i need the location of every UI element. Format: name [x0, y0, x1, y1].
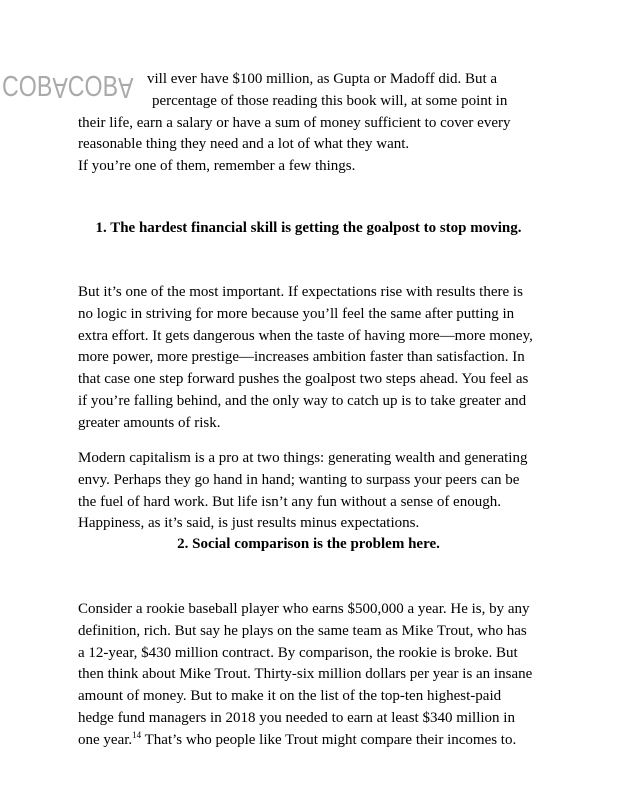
text-line: no logic in striving for more because you’ll feel the same after putting in [78, 305, 515, 322]
text-line [78, 730, 548, 752]
section-heading: 2. Social comparison is the problem here. [177, 536, 440, 552]
text-line: envy. Perhaps they go hand in hand; wanting to surpass your peers can be [78, 471, 520, 488]
text-line: the fuel of hard work. But life isn’t any fun without a sense of enough. [78, 493, 501, 510]
text-line: if you’re falling behind, and the only way to catch up is to take greater and [78, 392, 527, 409]
text-line: But it’s one of the most important. If expectations rise with results there is [78, 284, 523, 300]
text-line: definition, rich. But say he plays on the same team as Mike Trout, who has [78, 622, 527, 639]
text-line: hedge fund managers in 2018 you needed to earn at least $340 million in [78, 709, 515, 726]
text-line: a 12-year, $430 million contract. By comparison, the rookie is broke. But [78, 644, 518, 661]
text-line: Consider a rookie baseball player who earns $500,000 a year. He is, by any [78, 601, 530, 617]
text-line: reasonable thing they need and a lot of what they want. [78, 136, 410, 153]
watermark [2, 72, 134, 102]
wm-letter: C [2, 71, 19, 103]
wm-letter: A [118, 71, 134, 103]
section-heading: 1. The hardest financial skill is getting the goalpost to stop moving. [95, 220, 522, 236]
text-line: percentage of those reading this book will, at some point in [152, 92, 508, 109]
paragraph [78, 282, 548, 435]
wm-letter: A [52, 71, 68, 103]
wm-letter: B [102, 71, 119, 103]
paragraph: If you’re one of them, remember a few things. [78, 158, 356, 174]
text-line: more power, more prestige—increases ambition faster than satisfaction. In [78, 349, 525, 366]
text-line: Modern capitalism is a pro at two things: generating wealth and generating [78, 450, 528, 466]
text-line: Happiness, as it’s said, is just results minus expectations. [78, 515, 420, 532]
text-line: amount of money. But to make it on the list of the top-ten highest-paid [78, 688, 502, 705]
text: one year. [78, 731, 133, 748]
wm-letter: O [84, 71, 103, 103]
text-line: then think about Mike Trout. Thirty-six million dollars per year is an insane [78, 666, 533, 683]
text-line: their life, earn a salary or have a sum of money sufficient to cover every [78, 114, 511, 131]
footnote-marker[interactable]: 14 [132, 729, 142, 740]
text-line: that case one step forward pushes the goalpost two steps ahead. You feel as [78, 371, 529, 388]
paragraph [78, 448, 548, 535]
wm-letter: C [67, 71, 85, 103]
wm-letter: B [36, 71, 53, 103]
text-line: vill ever have $100 million, as Gupta or Madoff did. But a [147, 71, 498, 87]
text-line: extra effort. It gets dangerous when the taste of having more—more money, [78, 327, 533, 344]
text: That’s who people like Trout might compare their incomes to. [141, 731, 517, 748]
text-line: greater amounts of risk. [78, 414, 221, 431]
wm-letter: O [18, 71, 37, 103]
paragraph [78, 599, 548, 752]
